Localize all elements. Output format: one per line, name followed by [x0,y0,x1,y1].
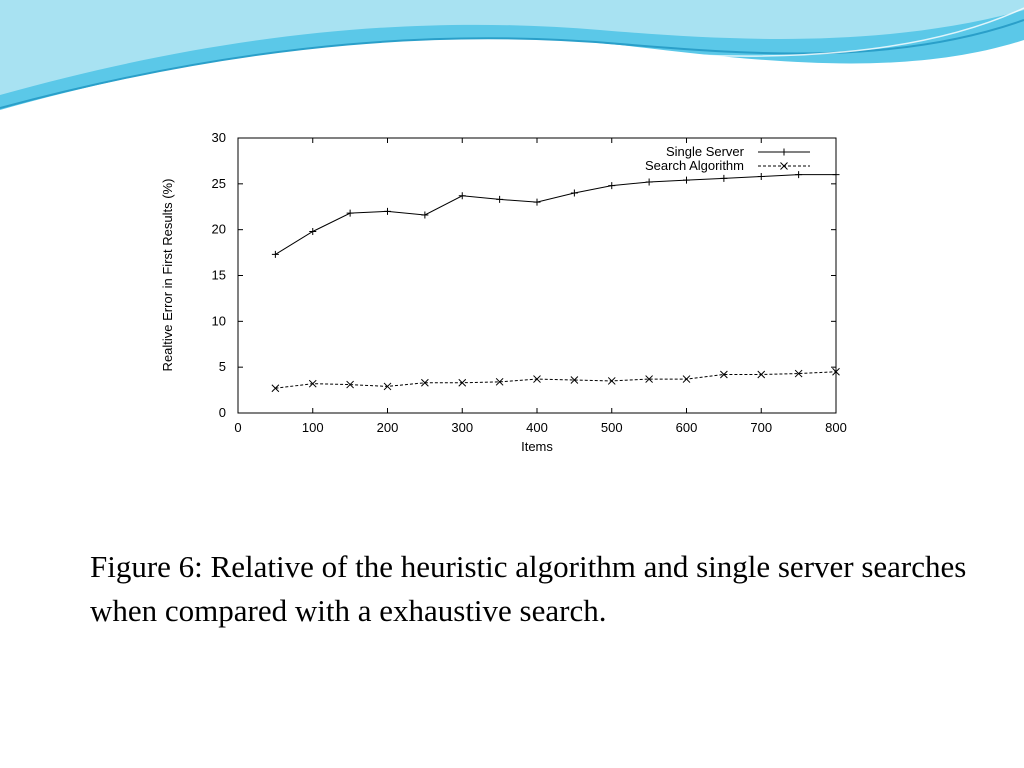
data-point [758,173,765,180]
series-line [275,175,836,255]
data-point [384,208,391,215]
plot-frame [238,138,836,413]
series-search-algorithm [272,368,840,392]
x-tick-label: 600 [675,420,698,435]
legend-marker [781,149,788,156]
data-point [795,171,802,178]
series-single-server [272,171,840,258]
data-point [496,196,503,203]
legend [645,144,810,173]
data-point [608,182,615,189]
data-point [309,228,316,235]
data-point [571,190,578,197]
data-point [608,377,615,384]
x-tick-label: 800 [825,420,847,435]
data-point [646,179,653,186]
legend-label: Search Algorithm [645,158,744,173]
y-tick-label: 15 [211,267,226,283]
y-tick-label: 0 [218,405,226,420]
x-tick-label: 500 [600,420,623,435]
legend-label: Single Server [665,144,744,159]
data-point [534,199,541,206]
data-point [758,371,765,378]
legend-marker [781,163,788,170]
data-point [534,376,541,383]
data-point [683,376,690,383]
y-axis-label: Realtive Error in First Results (%) [160,178,175,372]
x-axis-label: Items [521,439,553,454]
y-tick-label: 25 [211,175,226,191]
data-point [459,192,466,199]
x-tick-label: 400 [526,420,548,435]
data-point [833,171,840,178]
x-tick-label: 300 [451,420,474,435]
x-axis [234,138,846,435]
x-tick-label: 0 [234,420,242,435]
data-point [347,210,354,217]
data-point [459,379,466,386]
x-tick-label: 100 [301,420,324,435]
data-point [683,177,690,184]
series-layer [272,171,840,392]
y-tick-label: 5 [218,359,226,375]
data-point [272,251,279,258]
y-axis [212,130,836,420]
y-tick-label: 10 [211,313,226,329]
data-point [720,175,727,182]
x-tick-label: 200 [376,420,399,435]
x-tick-label: 700 [750,420,773,435]
y-tick-label: 30 [211,130,226,145]
data-point [421,212,428,219]
series-line [275,372,836,389]
figure-caption: Figure 6: Relative of the heuristic algorithm and single server searches when compared with a exhaustive search. [90,549,967,628]
y-tick-label: 20 [211,221,226,237]
